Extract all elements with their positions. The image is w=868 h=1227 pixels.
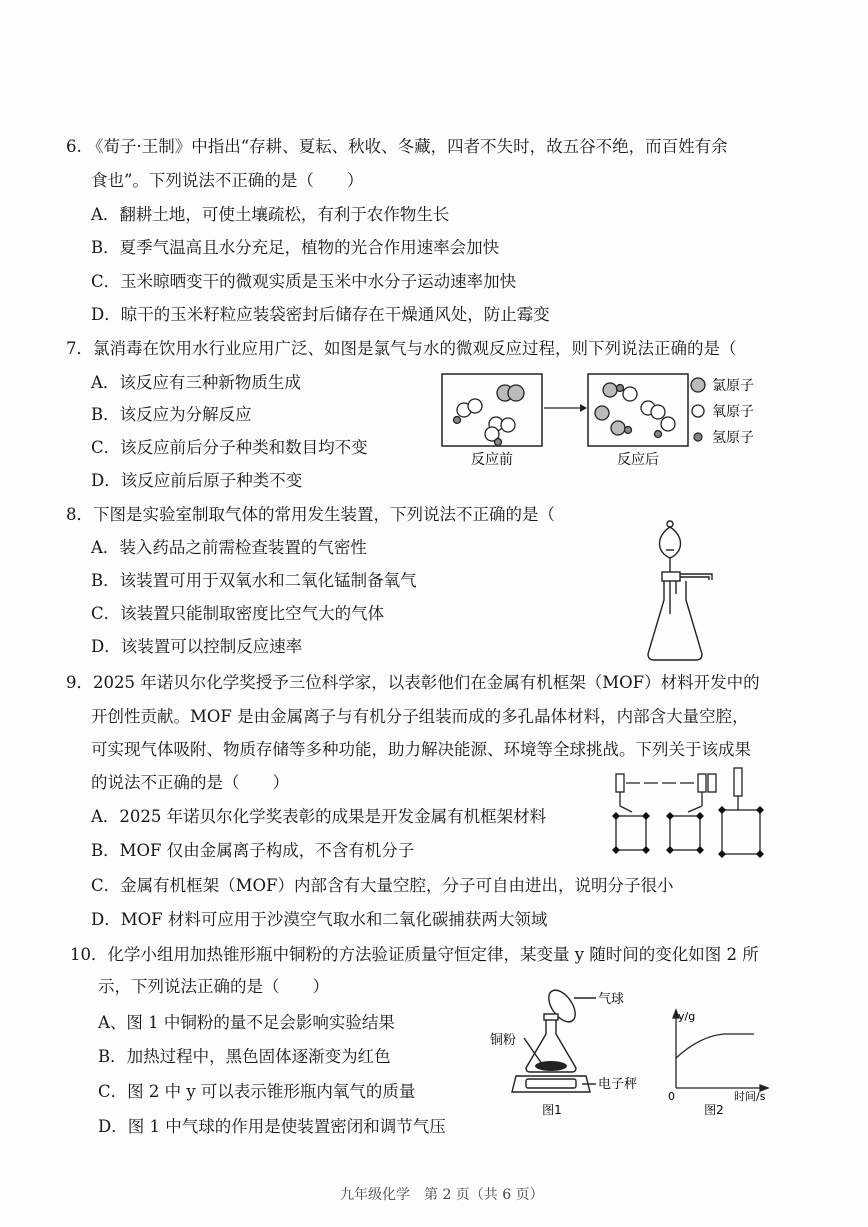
legend-chlorine: 氯原子	[712, 378, 754, 394]
q8-option-d: D．该装置可以控制反应速率	[91, 637, 303, 656]
q7-reaction-figure	[440, 368, 770, 474]
q7-option-d: D．该反应前后原子种类不变	[91, 471, 303, 490]
legend-oxygen: 氧原子	[712, 404, 754, 420]
q7-option-a: A．该反应有三种新物质生成	[91, 373, 301, 392]
q6-option-c: C．玉米晾晒变干的微观实质是玉米中水分子运动速率加快	[91, 272, 517, 291]
before-label: 反应前	[471, 452, 513, 468]
legend-hydrogen: 氢原子	[712, 430, 754, 446]
q10-figure-2-graph	[664, 1006, 774, 1118]
graph-origin: 0	[668, 1090, 675, 1103]
q10-stem-line2: 示，下列说法正确的是（ ）	[98, 977, 329, 996]
q6-option-d: D．晾干的玉米籽粒应装袋密封后储存在干燥通风处，防止霉变	[91, 305, 550, 324]
q10-option-a: A、图 1 中铜粉的量不足会影响实验结果	[98, 1013, 395, 1032]
q10-stem-line1: 10．化学小组用加热锥形瓶中铜粉的方法验证质量守恒定律，某变量 y 随时间的变化如图 2 所	[70, 945, 759, 964]
q9-option-a: A．2025 年诺贝尔化学奖表彰的成果是开发金属有机框架材料	[91, 807, 547, 826]
electronic-scale-label: 电子秤	[598, 1077, 638, 1092]
hydrogen-atom-icon	[694, 433, 702, 441]
gas-generator-apparatus-figure	[640, 516, 725, 664]
q8-option-a: A．装入药品之前需检查装置的气密性	[91, 538, 367, 557]
q9-stem-line2: 开创性贡献。MOF 是由金属离子与有机分子组装而成的多孔晶体材料，内部含大量空腔，	[91, 707, 749, 726]
graph-ylabel: y/g	[678, 1010, 696, 1023]
q10-option-c: C．图 2 中 y 可以表示锥形瓶内氧气的质量	[98, 1082, 416, 1101]
q8-stem: 8．下图是实验室制取气体的常用发生装置，下列说法不正确的是（	[66, 505, 555, 524]
mof-framework-figure	[604, 766, 780, 862]
q9-option-d: D．MOF 材料可应用于沙漠空气取水和二氧化碳捕获两大领域	[91, 910, 548, 929]
q6-option-b: B．夏季气温高且水分充足，植物的光合作用速率会加快	[91, 238, 500, 257]
fig2-caption: 图2	[704, 1103, 724, 1117]
balloon-label: 气球	[598, 992, 625, 1007]
fig1-caption: 图1	[542, 1103, 562, 1117]
page-footer: 九年级化学 第 2 页（共 6 页）	[340, 1187, 544, 1203]
oxygen-atom-icon	[692, 405, 704, 417]
copper-powder-label: 铜粉	[490, 1033, 517, 1048]
q7-option-c: C．该反应前后分子种类和数目均不变	[91, 438, 368, 457]
q7-stem: 7．氯消毒在饮用水行业应用广泛、如图是氯气与水的微观反应过程，则下列说法正确的是（	[66, 339, 737, 358]
q9-option-b: B．MOF 仅由金属离子构成，不含有机分子	[91, 841, 415, 860]
q9-stem-line4: 的说法不正确的是（ ）	[91, 773, 289, 792]
q9-stem-line1: 9．2025 年诺贝尔化学奖授予三位科学家，以表彰他们在金属有机框架（MOF）材料开发中的	[66, 673, 760, 692]
q10-option-b: B．加热过程中，黑色固体逐渐变为红色	[98, 1047, 391, 1066]
q6-stem-line2: 食也”。下列说法不正确的是（ ）	[91, 171, 364, 190]
q8-option-b: B．该装置可用于双氧水和二氧化锰制备氧气	[91, 571, 417, 590]
q10-option-d: D．图 1 中气球的作用是使装置密闭和调节气压	[98, 1117, 446, 1136]
q10-figure-1	[486, 984, 656, 1118]
q6-stem-line1: 6. 《荀子·王制》中指出“存耕、夏耘、秋收、冬藏，四者不失时，故五谷不绝，而百姓有余	[66, 137, 728, 156]
chlorine-atom-icon	[691, 378, 705, 392]
graph-xlabel: 时间/s	[734, 1090, 766, 1103]
q6-option-a: A．翻耕土地，可使土壤疏松，有利于农作物生长	[91, 205, 450, 224]
after-label: 反应后	[617, 452, 659, 468]
q7-option-b: B．该反应为分解反应	[91, 405, 252, 424]
q9-stem-line3: 可实现气体吸附、物质存储等多种功能，助力解决能源、环境等全球挑战。下列关于该成果	[91, 740, 751, 759]
q9-option-c: C．金属有机框架（MOF）内部含有大量空腔，分子可自由进出，说明分子很小	[91, 876, 674, 895]
q8-option-c: C．该装置只能制取密度比空气大的气体	[91, 604, 385, 623]
